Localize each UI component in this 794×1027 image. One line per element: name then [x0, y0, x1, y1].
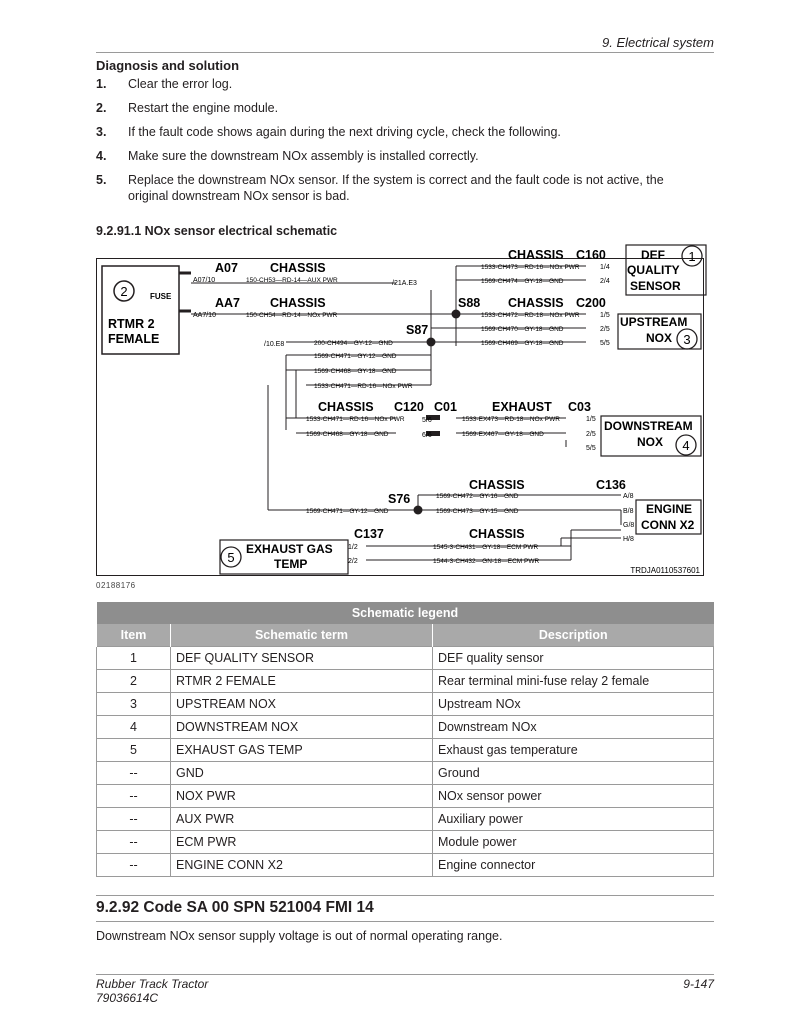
engine-conn-component [636, 500, 701, 534]
splice-s76 [414, 506, 423, 515]
a07-label: A07 [215, 261, 238, 275]
term-cell: UPSTREAM NOX [171, 693, 433, 716]
wire-label: 1569-CH468—GY-18—GND [306, 431, 389, 438]
wire-label: 1569-CH470—GY-18—GND [481, 326, 564, 333]
pin-label: /10.E8 [264, 341, 285, 348]
pin-label: 6/6 [422, 432, 432, 439]
aa7-label: AA7 [215, 296, 241, 310]
exhaust-label-line1: EXHAUST GAS [246, 542, 333, 556]
pin-label: 1/5 [586, 416, 596, 423]
header-rule [96, 52, 714, 53]
wire-label: 150-CH54—RD-14—NOx PWR [246, 312, 338, 319]
nox-schematic-diagram [96, 240, 716, 578]
chassis-label: CHASSIS [270, 261, 326, 275]
engine-label-line2: CONN X2 [641, 518, 695, 532]
wire-label: 1533-CH471—RD-16—NOx PWR [314, 383, 413, 390]
callout-number: 1 [688, 249, 696, 264]
term-cell: ECM PWR [171, 831, 433, 854]
def-label-line3: SENSOR [630, 279, 681, 293]
c01-label: C01 [434, 400, 457, 414]
description-cell: Exhaust gas temperature [433, 739, 714, 762]
term-cell: ENGINE CONN X2 [171, 854, 433, 877]
def-quality-component [626, 245, 706, 295]
c200-label: C200 [576, 296, 606, 310]
table-row [97, 647, 714, 670]
exhaust-gas-temp-component [220, 540, 348, 574]
term-cell: NOX PWR [171, 785, 433, 808]
pin-label: 2/5 [586, 431, 596, 438]
item-cell: 5 [97, 739, 171, 762]
callout-number: 3 [683, 332, 691, 347]
step-number: 3. [96, 125, 107, 139]
step-item [96, 124, 706, 140]
step-item [96, 172, 706, 204]
description-cell: Engine connector [433, 854, 714, 877]
term-cell: EXHAUST GAS TEMP [171, 739, 433, 762]
column-header-term: Schematic term [171, 624, 433, 647]
exhaust-label-line2: TEMP [274, 557, 308, 571]
term-cell: DEF QUALITY SENSOR [171, 647, 433, 670]
footer-product: Rubber Track Tractor [96, 977, 209, 991]
term-cell: RTMR 2 FEMALE [171, 670, 433, 693]
chassis-label: CHASSIS [469, 527, 525, 541]
footer-rule [96, 974, 714, 975]
item-cell: 1 [97, 647, 171, 670]
section-rule-top [96, 895, 714, 896]
chassis-label: CHASSIS [318, 400, 374, 414]
item-cell: 4 [97, 716, 171, 739]
callout-number: 4 [682, 438, 690, 453]
pin-label: G/8 [623, 522, 635, 529]
diagnosis-heading: Diagnosis and solution [96, 58, 240, 73]
table-row [97, 854, 714, 877]
footer-page-number: 9-147 [683, 977, 714, 991]
item-cell: -- [97, 854, 171, 877]
table-row [97, 808, 714, 831]
step-text: Clear the error log. [128, 77, 233, 91]
callout-number: 2 [120, 284, 128, 299]
section-heading: 9.2.92 Code SA 00 SPN 521004 FMI 14 [96, 899, 374, 916]
step-number: 5. [96, 173, 107, 187]
c160-label: C160 [576, 248, 606, 262]
wire-label: 1569-CH471—GY-12—GND [314, 353, 397, 360]
table-row [97, 762, 714, 785]
section-rule-bottom [96, 921, 714, 922]
schematic-legend-table [96, 602, 714, 877]
schematic-heading: 9.2.91.1 NOx sensor electrical schematic [96, 224, 338, 238]
term-cell: GND [171, 762, 433, 785]
item-cell: -- [97, 808, 171, 831]
splice-s87 [427, 338, 436, 347]
wire-label: 1569-CH468—GY-18—GND [314, 368, 397, 375]
wire-label: 1569-CH474—GY-18—GND [481, 278, 564, 285]
def-label-line1: DEF [641, 248, 665, 262]
wire-label: 150-CH53—RD-14—AUX PWR [246, 277, 338, 284]
item-cell: -- [97, 785, 171, 808]
table-row [97, 739, 714, 762]
pin-label: 5/5 [600, 340, 610, 347]
downstream-nox-component [601, 416, 701, 456]
description-cell: NOx sensor power [433, 785, 714, 808]
c137-label: C137 [354, 527, 384, 541]
splice-s88 [452, 310, 461, 319]
description-cell: Ground [433, 762, 714, 785]
item-cell: -- [97, 831, 171, 854]
wire-label: 1569-CH473—GY-15—GND [436, 508, 519, 515]
item-cell: -- [97, 762, 171, 785]
column-header-item: Item [97, 624, 171, 647]
image-code: 02188176 [96, 581, 136, 590]
table-row [97, 716, 714, 739]
footer-doc-number: 79036614C [96, 991, 159, 1005]
description-cell: Auxiliary power [433, 808, 714, 831]
pin-label: H/8 [623, 536, 634, 543]
engine-label-line1: ENGINE [646, 502, 693, 516]
wire-label: 1569-CH472—GY-16—GND [436, 493, 519, 500]
pin-label: 1/2 [348, 544, 358, 551]
pin-label: 2/4 [600, 278, 610, 285]
wire-label: 1533-CH471—RD-16—NOx PWR [306, 416, 405, 423]
downstream-label-line1: DOWNSTREAM [604, 419, 693, 433]
chassis-label: CHASSIS [508, 296, 564, 310]
exhaust-label: EXHAUST [492, 400, 552, 414]
description-cell: Downstream NOx [433, 716, 714, 739]
chassis-label: CHASSIS [270, 296, 326, 310]
table-row [97, 693, 714, 716]
description-cell: Upstream NOx [433, 693, 714, 716]
table-row [97, 670, 714, 693]
c03-label: C03 [568, 400, 591, 414]
def-label-line2: QUALITY [627, 263, 680, 277]
c136-label: C136 [596, 478, 626, 492]
rtmr-component [102, 266, 191, 354]
pin-label: 2/5 [600, 326, 610, 333]
step-number: 2. [96, 101, 107, 115]
step-item [96, 100, 706, 116]
fuse-label: FUSE [150, 292, 172, 301]
wire-label: 200-CH494—GY-12—GND [314, 340, 393, 347]
chassis-label: CHASSIS [508, 248, 564, 262]
pin-label: 1/4 [600, 264, 610, 271]
pin-label: 2/2 [348, 558, 358, 565]
rtmr-label-line2: FEMALE [108, 332, 160, 346]
chapter-title: 9. Electrical system [602, 35, 714, 50]
wire-label: 1569-CH471—GY-12—GND [306, 508, 389, 515]
item-cell: 3 [97, 693, 171, 716]
downstream-label-line2: NOX [637, 435, 664, 449]
wire-label: 1544-3-CH432—GN-18—ECM PWR [433, 558, 540, 565]
column-header-description: Description [433, 624, 714, 647]
wire-label: 1533-CH472—RD-18—NOx PWR [481, 312, 580, 319]
table-row [97, 785, 714, 808]
description-cell: Rear terminal mini-fuse relay 2 female [433, 670, 714, 693]
c120-label: C120 [394, 400, 424, 414]
callout-number: 5 [227, 550, 235, 565]
footer-left [96, 977, 208, 1005]
legend-caption: Schematic legend [97, 602, 714, 624]
upstream-label-line2: NOX [646, 331, 673, 345]
rtmr-label-line1: RTMR 2 [108, 317, 155, 331]
wire-label: 1569-CH469—GY-18—GND [481, 340, 564, 347]
step-item [96, 76, 706, 92]
wire-label: 1569-EX467—GY-18—GND [462, 431, 544, 438]
table-row [97, 831, 714, 854]
pin-label: AA7/10 [193, 312, 216, 319]
wire-label: 1533-EX473—RD-18—NOx PWR [462, 416, 560, 423]
step-number: 1. [96, 77, 107, 91]
s76-label: S76 [388, 492, 411, 506]
step-text: Make sure the downstream NOx assembly is installed correctly. [128, 149, 479, 163]
s87-label: S87 [406, 323, 429, 337]
wire-label: 1545-3-CH431—GY-18—ECM PWR [433, 544, 539, 551]
drawing-reference-code: TRDJA0110537601 [630, 566, 700, 575]
description-cell: Module power [433, 831, 714, 854]
step-text: Replace the downstream NOx sensor. If the system is correct and the fault code is not active, the original downstream NOx sensor is bad. [128, 173, 664, 203]
chassis-label: CHASSIS [469, 478, 525, 492]
pin-label: 5/5 [586, 445, 596, 452]
pin-label: A07/10 [193, 277, 216, 284]
upstream-label-line1: UPSTREAM [620, 315, 688, 329]
pin-label: 5/6 [422, 417, 432, 424]
step-number: 4. [96, 149, 107, 163]
diagnosis-steps [96, 76, 706, 204]
s88-label: S88 [458, 296, 481, 310]
pin-label: /21A.E3 [392, 280, 417, 287]
wire-label: 1533-CH473—RD-16—NOx PWR [481, 264, 580, 271]
step-text: If the fault code shows again during the next driving cycle, check the following. [128, 125, 561, 139]
term-cell: AUX PWR [171, 808, 433, 831]
term-cell: DOWNSTREAM NOX [171, 716, 433, 739]
pin-label: 1/5 [600, 312, 610, 319]
step-item [96, 148, 706, 164]
step-text: Restart the engine module. [128, 101, 279, 115]
upstream-nox-component [618, 314, 701, 349]
item-cell: 2 [97, 670, 171, 693]
pin-label: A/8 [623, 493, 634, 500]
pin-label: B/8 [623, 508, 634, 515]
description-cell: DEF quality sensor [433, 647, 714, 670]
section-description: Downstream NOx sensor supply voltage is out of normal operating range. [96, 929, 503, 943]
